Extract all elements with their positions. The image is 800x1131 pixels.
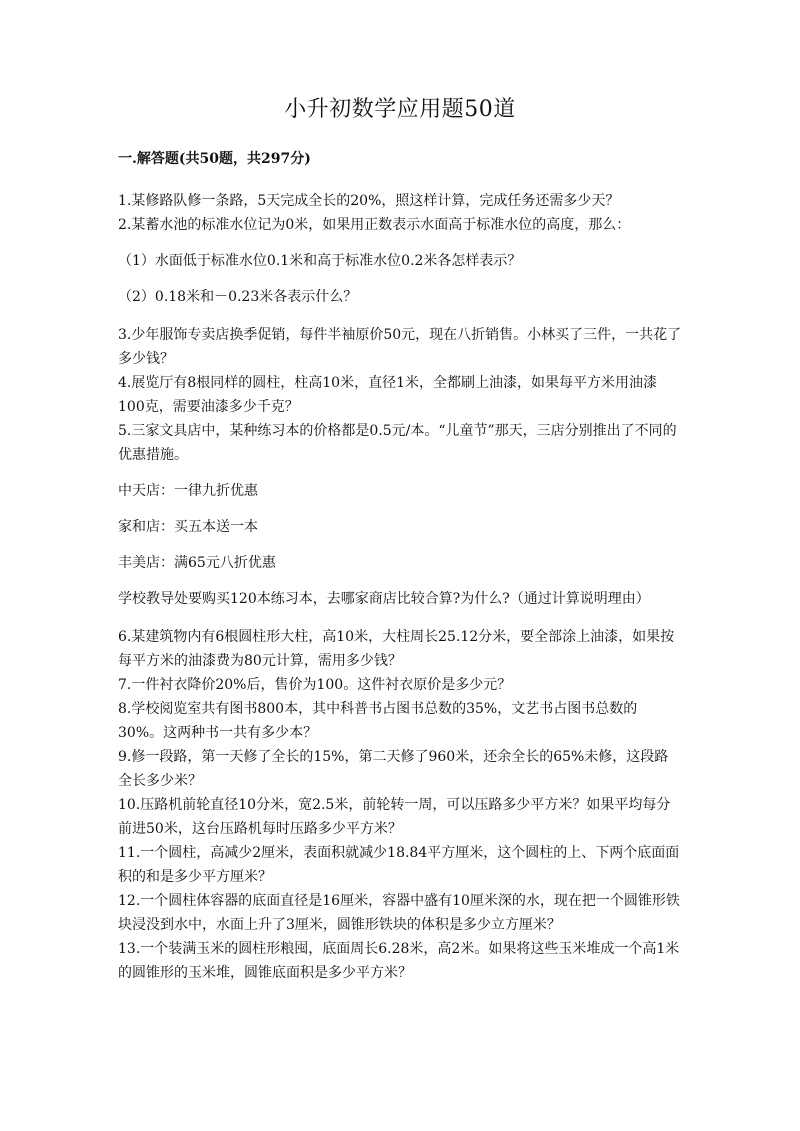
spacer [118,539,682,551]
question-13: 13.一个装满玉米的圆柱形粮囤，底面周长6.28米，高2米。如果将这些玉米堆成一个高1米的圆锥形的玉米堆，圆锥底面积是多少平方米？ [118,941,680,981]
question-5-task: 学校教导处要购买120本练习本，去哪家商店比较合算?为什么?（通过计算说明理由） [118,591,650,607]
spacer [118,273,682,285]
spacer [118,611,682,625]
question-2-part-2: （2）0.18米和－0.23米各表示什么？ [118,289,358,305]
question-4: 4.展览厅有8根同样的圆柱，柱高10米，直径1米，全都刷上油漆，如果每平方米用油漆100克，需要油漆多少千克？ [118,375,657,415]
question-11: 11.一个圆柱，高减少2厘米，表面积就减少18.84平方厘米，这个圆柱的上、下两个底面面积的和是多少平方厘米？ [118,845,680,885]
question-5-store-zhongtian: 中天店：一律九折优惠 [118,483,258,499]
question-1: 1.某修路队修一条路，5天完成全长的20%，照这样计算，完成任务还需多少天？ [118,193,620,209]
question-6: 6.某建筑物内有6根圆柱形大柱，高10米，大柱周长25.12分米，要全部涂上油漆，如果按每平方米的油漆费为80元计算，需用多少钱？ [118,629,675,669]
question-12: 12.一个圆柱体容器的底面直径是16厘米，容器中盛有10厘米深的水，现在把一个圆锥形铁块浸没到水中，水面上升了3厘米，圆锥形铁块的体积是多少立方厘米？ [118,893,680,933]
spacer [118,575,682,587]
section-heading: 一.解答题(共50题，共297分) [118,151,311,167]
question-7: 7.一件衬衣降价20%后，售价为100。这件衬衣原价是多少元？ [118,677,512,693]
question-2: 2.某蓄水池的标准水位记为0米，如果用正数表示水面高于标准水位的高度，那么： [118,217,631,233]
question-5: 5.三家文具店中，某种练习本的价格都是0.5元/本。“儿童节”那天，三店分别推出了不同的优惠措施。 [118,423,677,463]
document-title: 小升初数学应用题50道 [284,97,516,122]
spacer [118,503,682,515]
question-3: 3.少年服饰专卖店换季促销，每件半袖原价50元，现在八折销售。小林买了三件，一共花了多少钱？ [118,327,682,367]
spacer [118,467,682,479]
question-8: 8.学校阅览室共有图书800本，其中科普书占图书总数的35%，文艺书占图书总数的30%。这两种书一共有多少本？ [118,701,638,741]
question-5-store-jiahe: 家和店：买五本送一本 [118,519,258,535]
spacer [118,309,682,323]
spacer [118,237,682,249]
question-5-store-fengmei: 丰美店：满65元八折优惠 [118,555,276,571]
question-9: 9.修一段路，第一天修了全长的15%，第二天修了960米，还余全长的65%未修，这段路全长多少米？ [118,749,669,789]
question-2-part-1: （1）水面低于标准水位0.1米和高于标准水位0.2米各怎样表示？ [118,253,522,269]
question-10: 10.压路机前轮直径10分米，宽2.5米，前轮转一周，可以压路多少平方米？如果平均每分前进50米，这台压路机每时压路多少平方米？ [118,797,671,837]
